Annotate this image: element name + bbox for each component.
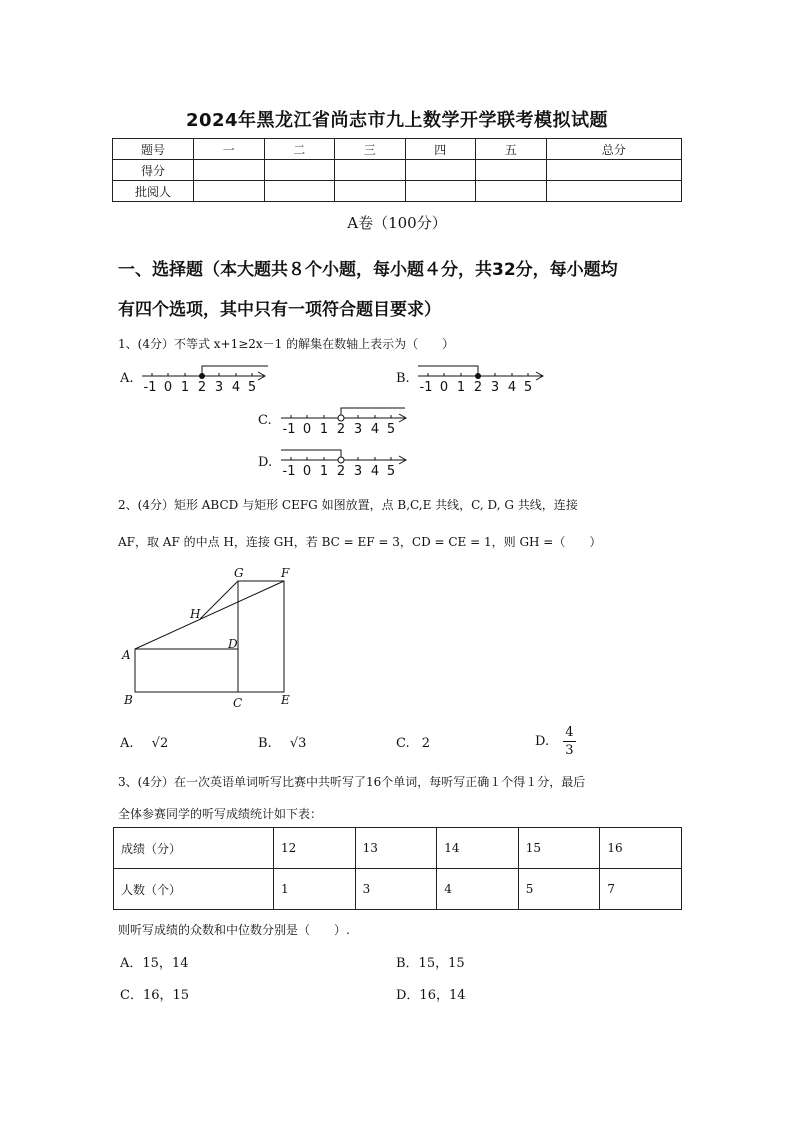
tick-label: -1 [282, 464, 296, 479]
q3-option-a[interactable]: A．15，14 [120, 956, 189, 971]
score-cell[interactable] [476, 160, 547, 181]
table-cell: 14 [437, 828, 519, 869]
score-cell[interactable] [546, 181, 682, 202]
q3-option-c[interactable]: C．16，15 [120, 988, 190, 1003]
q2-option-d-fraction [563, 724, 575, 759]
tick-label: 2 [336, 422, 346, 437]
q2-option-d-label: D. [535, 734, 550, 749]
q2-option-d[interactable] [535, 724, 576, 759]
tick-label: 2 [197, 380, 207, 395]
table-cell: 15 [518, 828, 600, 869]
q3-option-b[interactable]: B．15，15 [396, 956, 465, 971]
tick-label: -1 [419, 380, 433, 395]
q2-option-c-label: C. [396, 736, 410, 751]
segment-gh [200, 581, 238, 619]
point-label-c: C [233, 696, 243, 710]
point-label-b: B [124, 693, 133, 707]
tick-label: 0 [163, 380, 173, 395]
tick-label: 3 [353, 464, 363, 479]
q2-option-c-value: 2 [421, 736, 431, 751]
tick-label: 3 [490, 380, 500, 395]
point-label-g: G [234, 566, 244, 580]
q2-option-b-label: B. [258, 736, 272, 751]
tick-label: -1 [282, 422, 296, 437]
q2-geometry-figure [118, 565, 298, 715]
score-cell[interactable] [405, 160, 476, 181]
paper-label: A卷（100分） [347, 214, 447, 232]
tick-label: 4 [231, 380, 241, 395]
point-label-e: E [281, 693, 290, 707]
q2-stem-line2: AF，取 AF 的中点 H，连接 GH，若 BC = EF = 3，CD = CE = 1，则 GH =（ ） [118, 535, 602, 549]
rectangle-cefg [238, 581, 284, 692]
table-cell: 5 [518, 869, 600, 910]
score-cell[interactable] [546, 160, 682, 181]
tick-label: 5 [386, 464, 396, 479]
tick-label: 1 [456, 380, 466, 395]
section-heading-line2: 有四个选项，其中只有一项符合题目要求） [118, 300, 441, 320]
score-header-cell: 总分 [546, 139, 682, 160]
table-cell: 1 [274, 869, 356, 910]
score-cell[interactable] [476, 181, 547, 202]
tick-label: 1 [180, 380, 190, 395]
table-cell: 16 [600, 828, 682, 869]
tick-label: 5 [386, 422, 396, 437]
q1-option-a-numberline [140, 362, 270, 396]
table-cell: 4 [437, 869, 519, 910]
tick-label: 3 [353, 422, 363, 437]
fraction-numerator: 4 [565, 725, 574, 740]
q3-stem-line2: 全体参赛同学的听写成绩统计如下表： [118, 807, 323, 821]
table-cell: 成绩（分） [114, 828, 274, 869]
tick-label: 0 [302, 422, 312, 437]
score-header-cell: 一 [194, 139, 265, 160]
score-row-label: 得分 [113, 160, 194, 181]
point-label-d: D [228, 637, 238, 651]
q3-stem-line1: 3、(4分）在一次英语单词听写比赛中共听写了16个单词，每听写正确１个得１分，最后 [118, 775, 586, 789]
score-table-header-row [113, 139, 682, 160]
tick-label: -1 [143, 380, 157, 395]
q2-option-a-label: A. [120, 736, 134, 751]
q1-option-c-numberline [279, 404, 411, 438]
fraction-denominator: 3 [565, 743, 574, 758]
tick-label: 4 [370, 464, 380, 479]
score-table-row [113, 181, 682, 202]
q2-option-c[interactable] [396, 736, 430, 751]
q2-stem-line1: 2、(4分）矩形 ABCD 与矩形 CEFG 如图放置，点 B,C,E 共线，C, D, G 共线，连接 [118, 498, 578, 512]
table-cell: 7 [600, 869, 682, 910]
point-label-a: A [122, 648, 131, 662]
tick-label: 1 [319, 422, 329, 437]
q1-option-b-numberline [416, 362, 548, 396]
table-row [114, 828, 682, 869]
q2-option-a-value: √2 [151, 736, 169, 751]
table-row [114, 869, 682, 910]
score-cell[interactable] [194, 181, 265, 202]
score-header-cell: 二 [264, 139, 335, 160]
table-cell: 12 [274, 828, 356, 869]
tick-label: 5 [247, 380, 257, 395]
q2-option-a[interactable] [120, 736, 168, 751]
table-cell: 13 [355, 828, 437, 869]
table-cell: 人数（个） [114, 869, 274, 910]
tick-label: 3 [214, 380, 224, 395]
point-label-h: H [190, 607, 201, 621]
score-cell[interactable] [335, 181, 406, 202]
q2-option-b-value: √3 [289, 736, 307, 751]
tick-label: 2 [336, 464, 346, 479]
score-row-label: 批阅人 [113, 181, 194, 202]
score-header-cell: 五 [476, 139, 547, 160]
tick-label: 4 [370, 422, 380, 437]
exam-title: 2024年黑龙江省尚志市九上数学开学联考模拟试题 [185, 110, 609, 131]
table-cell: 3 [355, 869, 437, 910]
q1-option-c-label[interactable]: C. [258, 413, 272, 428]
q1-option-b-label[interactable]: B. [396, 371, 410, 386]
score-table-row [113, 160, 682, 181]
q1-option-a-label[interactable]: A. [120, 371, 134, 386]
q3-question: 则听写成绩的众数和中位数分别是（ ）. [118, 923, 350, 937]
segment-af [135, 581, 284, 649]
score-cell[interactable] [264, 181, 335, 202]
rectangle-abcd [135, 649, 238, 692]
score-cell[interactable] [264, 160, 335, 181]
score-header-cell: 四 [405, 139, 476, 160]
tick-label: 0 [439, 380, 449, 395]
score-header-cell: 题号 [113, 139, 194, 160]
tick-label: 4 [507, 380, 517, 395]
q1-option-d-numberline [279, 446, 411, 480]
q1-option-d-label[interactable]: D. [258, 455, 273, 470]
score-table [112, 138, 682, 202]
q1-stem: 1、(4分）不等式 x+1≥2x－1 的解集在数轴上表示为（ ） [118, 337, 455, 351]
tick-label: 5 [523, 380, 533, 395]
tick-label: 0 [302, 464, 312, 479]
score-cell[interactable] [405, 181, 476, 202]
tick-label: 2 [473, 380, 483, 395]
point-label-f: F [281, 566, 290, 580]
score-cell[interactable] [194, 160, 265, 181]
q3-score-table [113, 827, 682, 910]
tick-label: 1 [319, 464, 329, 479]
score-cell[interactable] [335, 160, 406, 181]
q2-option-b[interactable] [258, 736, 306, 751]
q3-option-d[interactable]: D．16，14 [396, 988, 466, 1003]
score-header-cell: 三 [335, 139, 406, 160]
section-heading-line1: 一、选择题（本大题共８个小题，每小题４分，共32分，每小题均 [118, 260, 618, 280]
